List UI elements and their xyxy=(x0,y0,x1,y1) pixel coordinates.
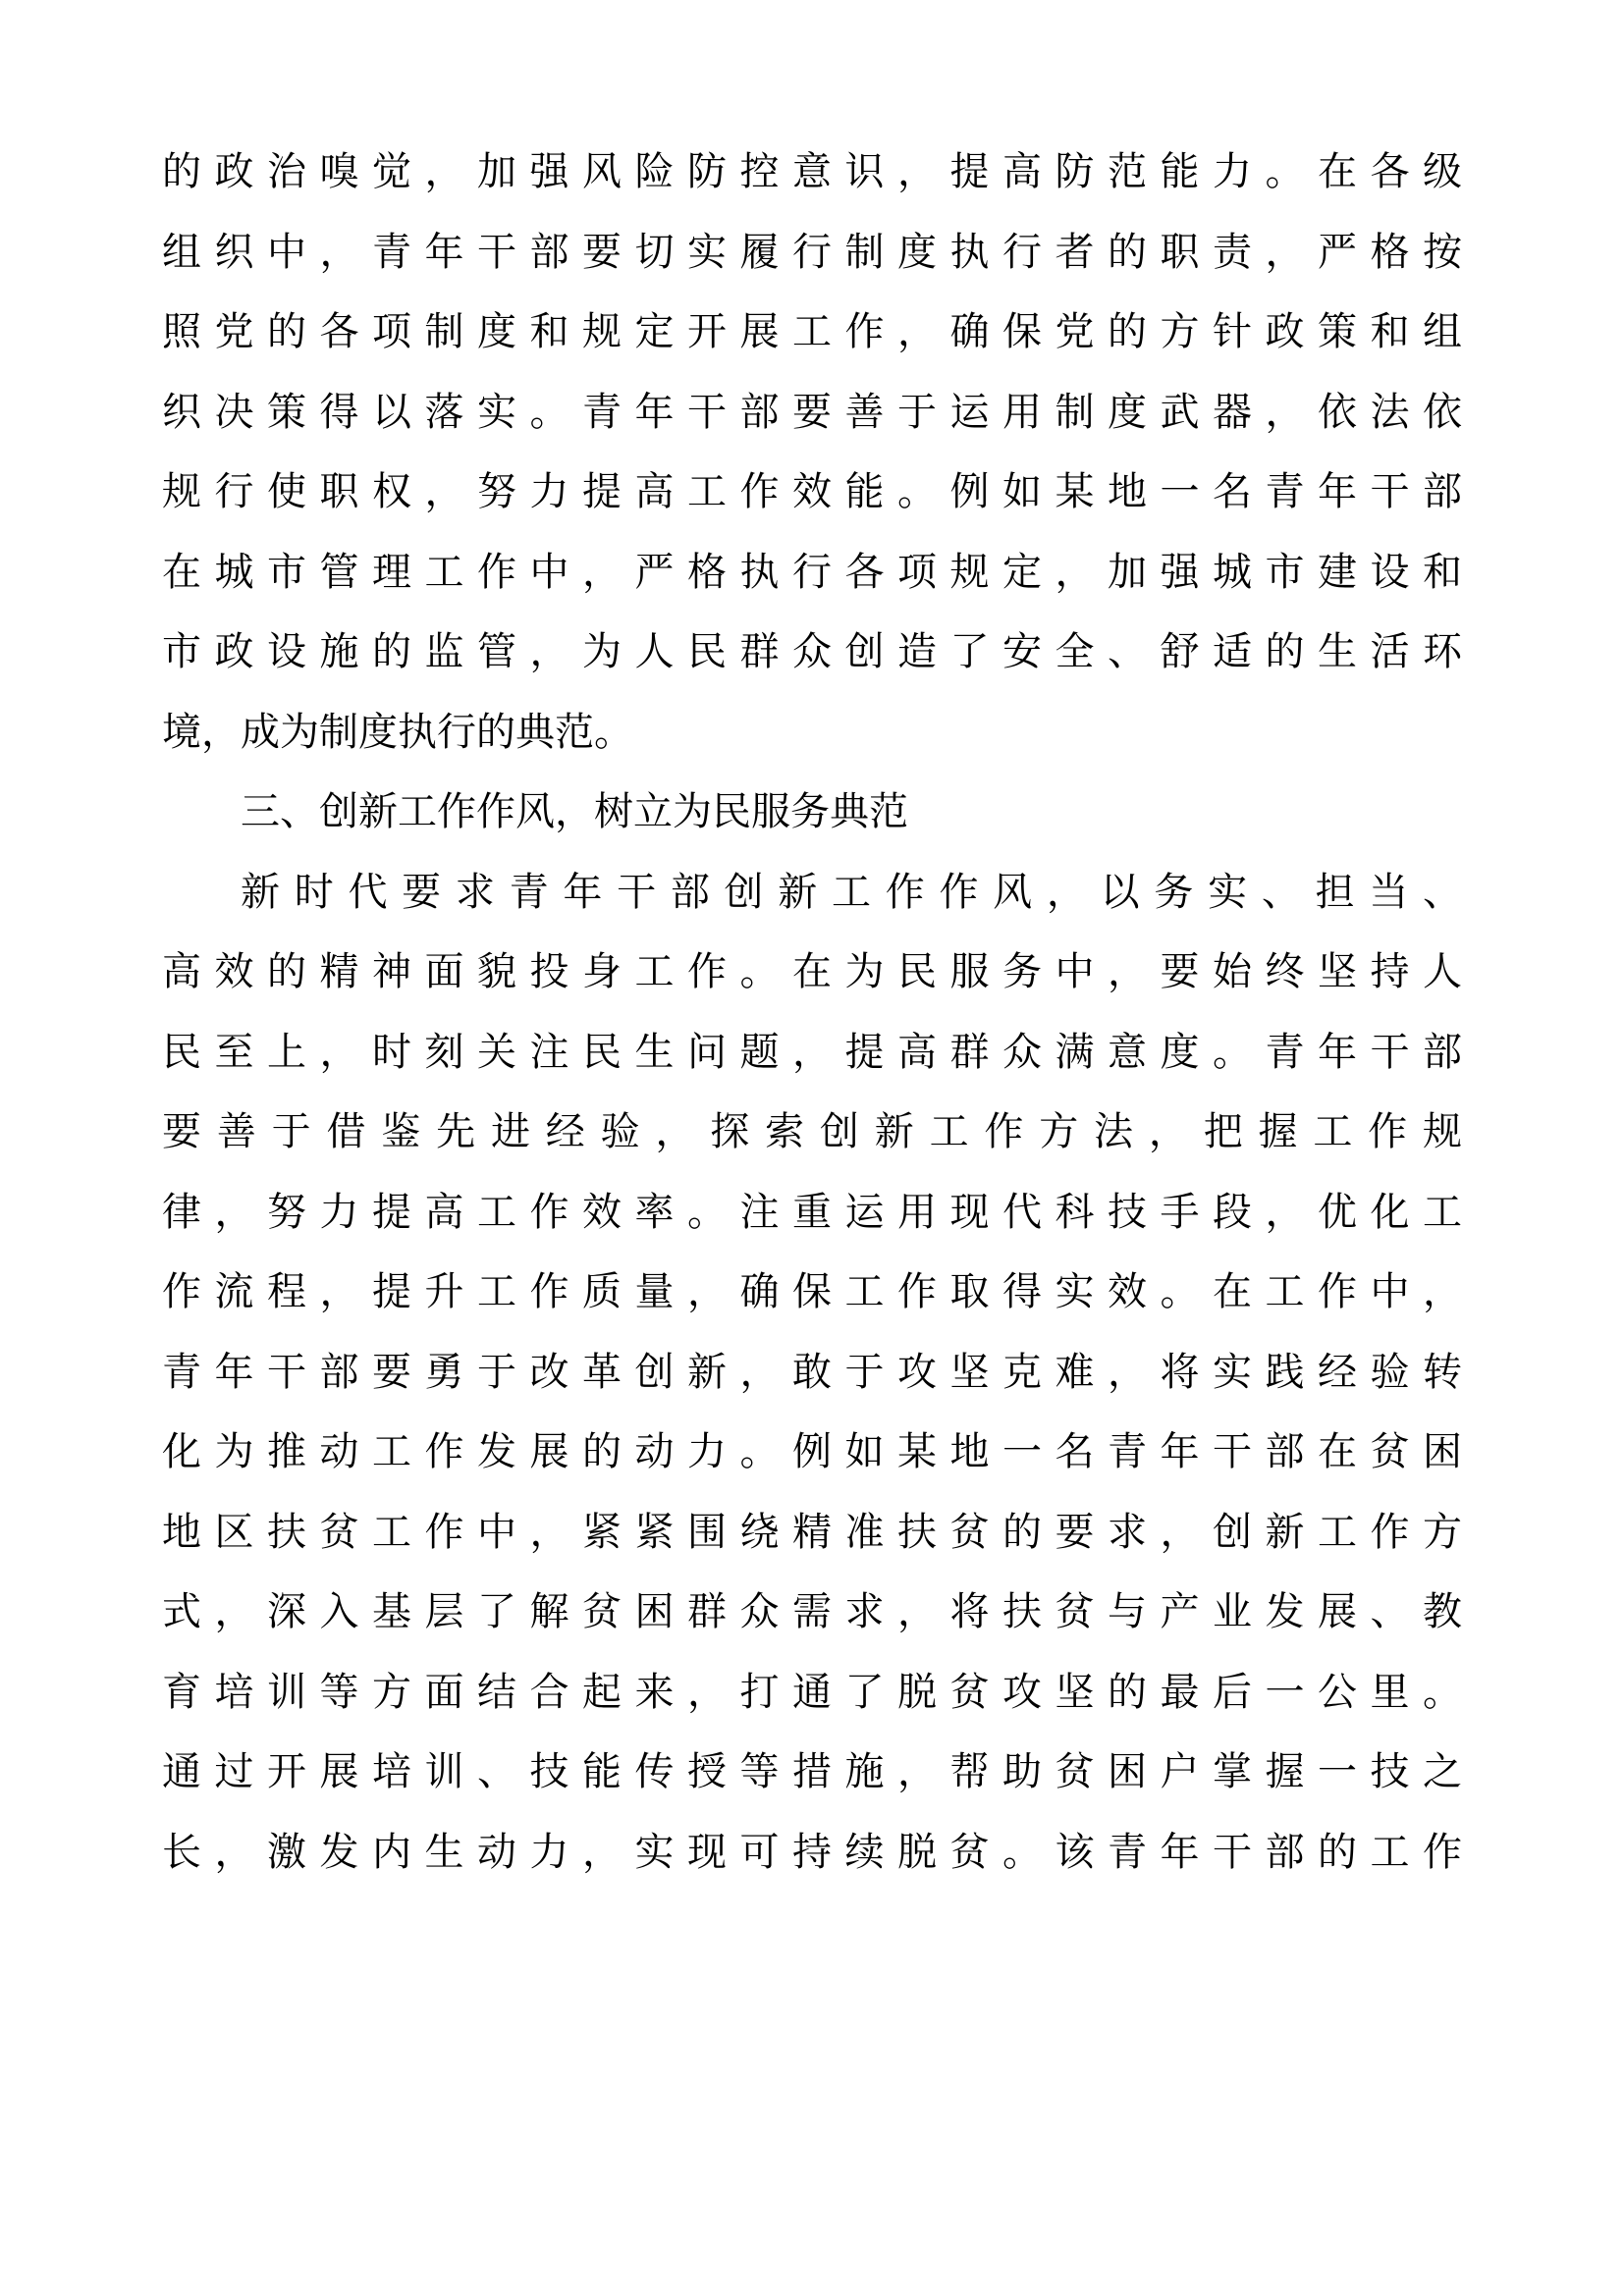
paragraph-text-line: 要善于借鉴先进经验，探索创新工作方法，把握工作规 xyxy=(162,1109,1462,1153)
paragraph-text-line: 式，深入基层了解贫困群众需求，将扶贫与产业发展、教 xyxy=(162,1589,1462,1633)
paragraph-text-line: 民至上，时刻关注民生问题，提高群众满意度。青年干部 xyxy=(162,1029,1462,1074)
paragraph-text-line: 境，成为制度执行的典范。 xyxy=(162,709,633,754)
paragraph-text-line: 的政治嗅觉，加强风险防控意识，提高防范能力。在各级 xyxy=(162,149,1462,193)
paragraph-text-line: 织决策得以落实。青年干部要善于运用制度武器，依法依 xyxy=(162,389,1462,434)
paragraph-text-line: 组织中，青年干部要切实履行制度执行者的职责，严格按 xyxy=(162,229,1462,274)
paragraph-text-line: 规行使职权，努力提高工作效能。例如某地一名青年干部 xyxy=(162,469,1462,513)
paragraph-text-line: 化为推动工作发展的动力。例如某地一名青年干部在贫困 xyxy=(162,1429,1462,1473)
paragraph-text-line: 青年干部要勇于改革创新，敢于攻坚克难，将实践经验转 xyxy=(162,1349,1462,1394)
paragraph-text-line: 地区扶贫工作中，紧紧围绕精准扶贫的要求，创新工作方 xyxy=(162,1509,1462,1554)
paragraph-text-line: 照党的各项制度和规定开展工作，确保党的方针政策和组 xyxy=(162,309,1462,353)
paragraph-text-line: 新时代要求青年干部创新工作作风，以务实、担当、 xyxy=(241,869,1462,914)
paragraph-text-line: 高效的精神面貌投身工作。在为民服务中，要始终坚持人 xyxy=(162,949,1462,993)
paragraph-text-line: 律，努力提高工作效率。注重运用现代科技手段，优化工 xyxy=(162,1189,1462,1234)
section-heading-line: 三、创新工作作风，树立为民服务典范 xyxy=(241,789,908,833)
paragraph-text-line: 长，激发内生动力，实现可持续脱贫。该青年干部的工作 xyxy=(162,1829,1462,1874)
paragraph-text-line: 通过开展培训、技能传授等措施，帮助贫困户掌握一技之 xyxy=(162,1749,1462,1793)
paragraph-text-line: 在城市管理工作中，严格执行各项规定，加强城市建设和 xyxy=(162,549,1462,594)
paragraph-text-line: 育培训等方面结合起来，打通了脱贫攻坚的最后一公里。 xyxy=(162,1669,1462,1714)
paragraph-text-line: 市政设施的监管，为人民群众创造了安全、舒适的生活环 xyxy=(162,629,1462,673)
document-content xyxy=(162,132,1462,1892)
paragraph-text-line: 作流程，提升工作质量，确保工作取得实效。在工作中， xyxy=(162,1269,1462,1313)
